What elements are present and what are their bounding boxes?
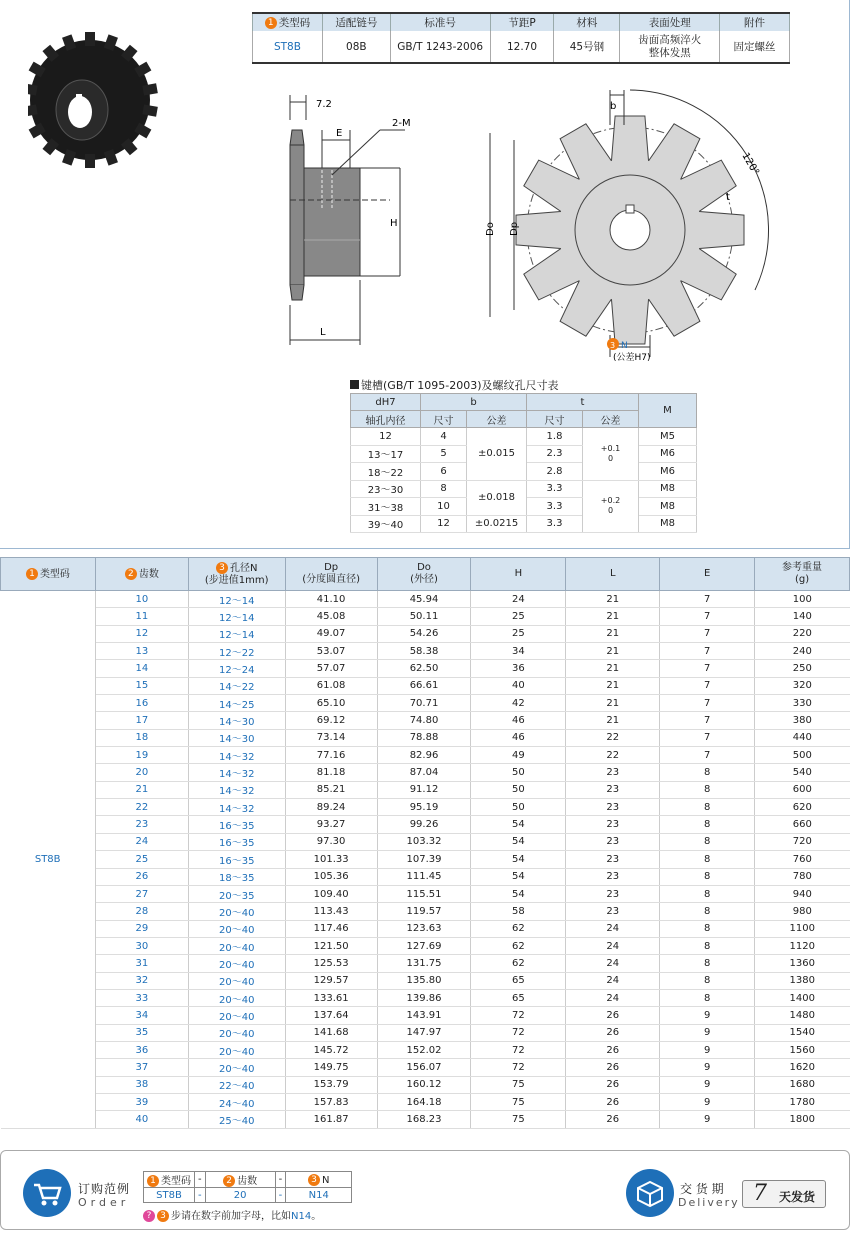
spec-h-type-label: 类型码 (278, 17, 311, 29)
table-row: 28 20～40 113.43 119.57 58 23 8 980 (1, 903, 850, 920)
spec-pitch: 12.70 (490, 31, 554, 63)
order-v1: ST8B (144, 1188, 195, 1203)
table-row: 29 20～40 117.46 123.63 62 24 8 1100 (1, 920, 850, 937)
key-h-t: t (527, 394, 639, 411)
table-row: 39 24～40 157.83 164.18 75 26 9 1780 (1, 1093, 850, 1110)
order-title-cn: 订购范例 (78, 1182, 131, 1196)
sprocket-photo (28, 20, 158, 170)
dim-H: H (390, 218, 398, 229)
key-h-tsize: 尺寸 (527, 411, 583, 428)
main-table (0, 557, 850, 1129)
main-h-E: E (660, 558, 755, 591)
table-row: 16 14～25 65.10 70.71 42 21 7 330 (1, 695, 850, 712)
key-row: 18～22 6 2.8 M6 (351, 463, 697, 481)
table-row: 26 18～35 105.36 111.45 54 23 8 780 (1, 868, 850, 885)
dim-Dp: Dp (509, 221, 520, 236)
dim-N: N (621, 341, 628, 351)
photo-tooth (85, 32, 95, 46)
photo-tooth (85, 154, 95, 168)
dim-E: E (336, 128, 343, 139)
table-row: 19 14～32 77.16 82.96 49 22 7 500 (1, 747, 850, 764)
order-note: ? 3 步请在数字前加字母，比如N14。 (143, 1207, 321, 1222)
front-view-drawing (480, 85, 780, 375)
key-row: 23～30 8 ±0.018 3.3 +0.2 0 M8 (351, 480, 697, 498)
key-row: 31～38 10 3.3 M8 (351, 498, 697, 516)
table-row: 21 14～32 85.21 91.12 50 23 8 600 (1, 781, 850, 798)
cart-icon (22, 1168, 72, 1218)
delivery-box-icon (625, 1168, 675, 1218)
spec-std: GB/T 1243-2006 (390, 31, 490, 63)
dim-Do: Do (485, 222, 496, 236)
spec-h-type (253, 13, 323, 31)
table-row: 20 14～32 81.18 87.04 50 23 8 540 (1, 764, 850, 781)
key-h-dh7: dH7 (351, 394, 421, 411)
order-h1: 1 类型码 (144, 1172, 195, 1188)
delivery-cn: 交 货 期 (680, 1182, 724, 1196)
key-row: 39～40 12 ±0.0215 3.3 M8 (351, 515, 697, 533)
order-v2: 20 (205, 1188, 275, 1203)
key-h-b: b (421, 394, 527, 411)
spec-table (252, 12, 790, 64)
delivery-en: Delivery (678, 1196, 740, 1209)
order-h3: 3 N (286, 1172, 352, 1188)
table-row: 40 25～40 161.87 168.23 75 26 9 1800 (1, 1111, 850, 1128)
order-v3: N14 (286, 1188, 352, 1203)
main-h-L: L (566, 558, 660, 591)
spec-type: ST8B (253, 31, 323, 63)
delivery-unit: 天发货 (779, 1190, 816, 1204)
main-h-do: Do (外径) (377, 558, 471, 591)
table-row: 35 20～40 141.68 147.97 72 26 9 1540 (1, 1024, 850, 1041)
badge-1: 1 (265, 17, 277, 29)
table-row: 27 20～35 109.40 115.51 54 23 8 940 (1, 885, 850, 902)
main-h-type: 1 类型码 (1, 558, 96, 591)
spec-material: 45号钢 (554, 31, 620, 63)
spec-h-surface: 表面处理 (620, 13, 720, 31)
table-row: 31 20～40 125.53 131.75 62 24 8 1360 (1, 955, 850, 972)
table-row: 25 16～35 101.33 107.39 54 23 8 760 (1, 851, 850, 868)
key-h-ttol: 公差 (583, 411, 639, 428)
dim-7-2: 7.2 (316, 99, 332, 110)
dim-2M: 2-M (392, 118, 411, 129)
table-row: ST8B 10 12～14 41.10 45.94 24 21 7 100 (1, 591, 850, 608)
key-row: 12 4 ±0.015 1.8 +0.1 0 M5 (351, 428, 697, 446)
table-row: 15 14～22 61.08 66.61 40 21 7 320 (1, 677, 850, 694)
order-title-en: Order (78, 1196, 130, 1209)
table-row: 38 22～40 153.79 160.12 75 26 9 1680 (1, 1076, 850, 1093)
table-row: 34 20～40 137.64 143.91 72 26 9 1480 (1, 1007, 850, 1024)
table-row: 13 12～22 53.07 58.38 34 21 7 240 (1, 643, 850, 660)
table-row: 36 20～40 145.72 152.02 72 26 9 1560 (1, 1041, 850, 1058)
main-type-cell: ST8B (1, 591, 96, 1129)
table-row: 24 16～35 97.30 103.32 54 23 8 720 (1, 833, 850, 850)
main-h-dp: Dp (分度圆直径) (285, 558, 377, 591)
spec-h-chain: 适配链号 (322, 13, 390, 31)
delivery-days: 7 (753, 1181, 767, 1206)
table-row: 30 20～40 121.50 127.69 62 24 8 1120 (1, 937, 850, 954)
delivery-days-box (742, 1180, 826, 1208)
dim-tol: (公差H7) (613, 353, 651, 363)
table-row: 32 20～40 129.57 135.80 65 24 8 1380 (1, 972, 850, 989)
table-row: 37 20～40 149.75 156.07 72 26 9 1620 (1, 1059, 850, 1076)
dim-t: t (726, 192, 730, 203)
dim-angle: 120° (739, 151, 761, 178)
main-h-teeth: 2 齿数 (95, 558, 188, 591)
spec-h-pitch: 节距P (490, 13, 554, 31)
main-h-H: H (471, 558, 566, 591)
badge-3-drawing: 3 (610, 341, 616, 350)
side-view-drawing (270, 90, 430, 350)
spec-chain: 08B (322, 31, 390, 63)
spec-surface: 齿面高频淬火 整体发黑 (620, 31, 720, 63)
order-h2: 2 齿数 (205, 1172, 275, 1188)
table-row: 33 20～40 133.61 139.86 65 24 8 1400 (1, 989, 850, 1006)
table-row: 17 14～30 69.12 74.80 46 21 7 380 (1, 712, 850, 729)
spec-h-material: 材料 (554, 13, 620, 31)
order-table: 1 类型码 - 2 齿数 - 3 N ST8B - 20 - N14 (143, 1171, 352, 1203)
table-row: 22 14～32 89.24 95.19 50 23 8 620 (1, 799, 850, 816)
table-row: 14 12～24 57.07 62.50 36 21 7 250 (1, 660, 850, 677)
main-h-hole: 3 孔径N (步进值1mm) (188, 558, 285, 591)
key-title-text: 键槽(GB/T 1095-2003)及螺纹孔尺寸表 (361, 379, 559, 392)
dim-b: b (610, 101, 617, 112)
spec-h-std: 标准号 (390, 13, 490, 31)
spec-accessory: 固定螺丝 (720, 31, 790, 63)
key-table-title (350, 377, 559, 393)
key-h-shaft: 轴孔内径 (351, 411, 421, 428)
table-row: 18 14～30 73.14 78.88 46 22 7 440 (1, 729, 850, 746)
dim-L: L (320, 327, 326, 338)
key-h-M: M (639, 394, 697, 428)
table-row: 11 12～14 45.08 50.11 25 21 7 140 (1, 608, 850, 625)
table-row: 12 12～14 49.07 54.26 25 21 7 220 (1, 625, 850, 642)
main-h-weight: 参考重量 (g) (755, 558, 850, 591)
key-table (350, 393, 697, 533)
table-row: 23 16～35 93.27 99.26 54 23 8 660 (1, 816, 850, 833)
key-row: 13～17 5 2.3 M6 (351, 445, 697, 463)
key-h-bsize: 尺寸 (421, 411, 467, 428)
spec-h-accessory: 附件 (720, 13, 790, 31)
key-h-btol: 公差 (467, 411, 527, 428)
